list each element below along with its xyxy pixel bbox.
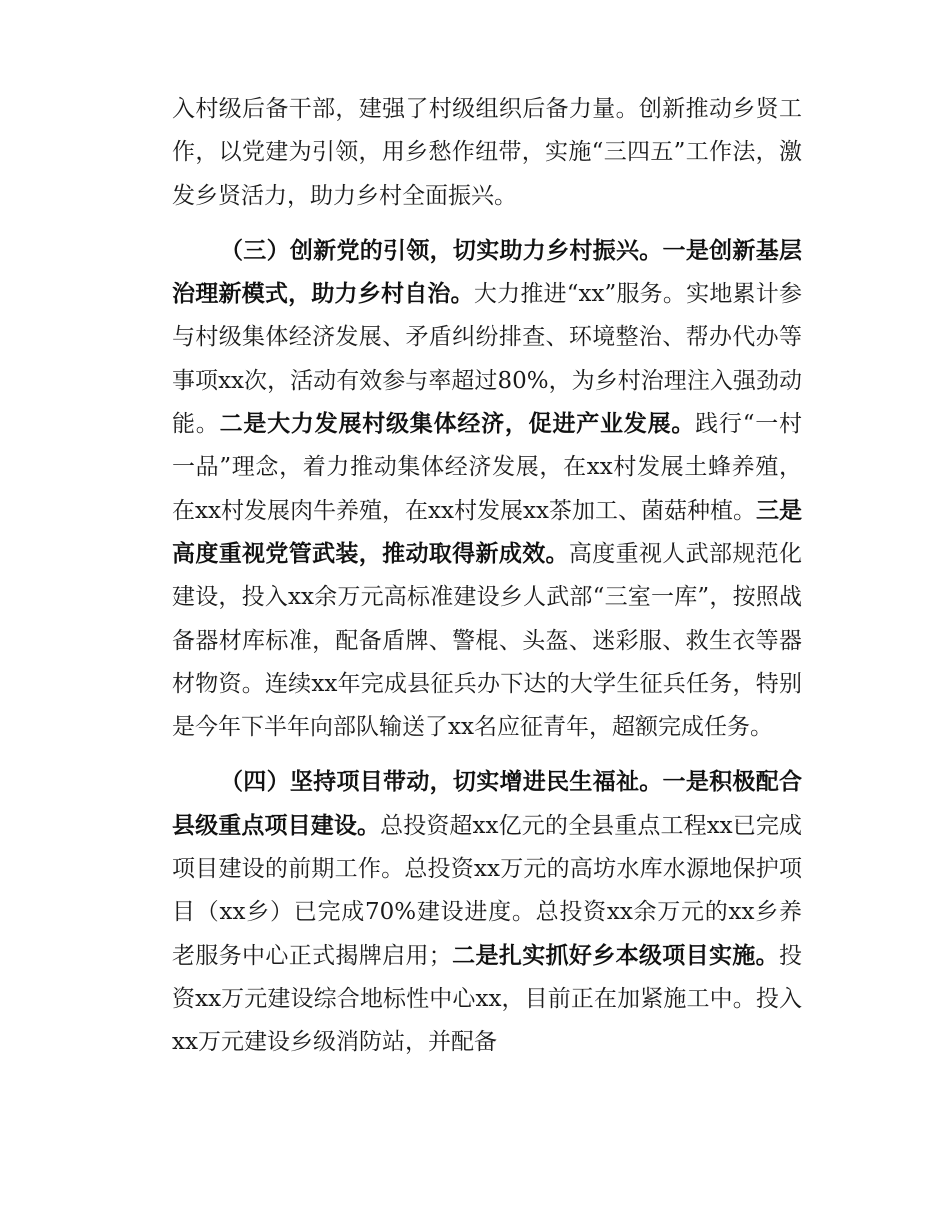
body-text: 高度重视人武部规范化建设，投入xx余万元高标准建设乡人武部“三室一库”，按照战备器材库标准，配备盾牌、警棍、头盔、迷彩服、救生衣等器材物资。连续xx年完成县征兵办下达的大学生征兵任务，特别是今年下半年向部队输送了xx名应征青年，超额完成任务。 bbox=[172, 540, 803, 741]
body-text: 入村级后备干部，建强了村级组织后备力量。创新推动乡贤工作，以党建为引领，用乡愁作纽带，实施“三四五”工作法，激发乡贤活力，助力乡村全面振兴。 bbox=[172, 96, 802, 209]
paragraph-section-4 bbox=[172, 761, 802, 1064]
body-text: 践行“一村一品”理念，着力推动集体经济发展，在xx村发展土蜂养殖，在xx村发展肉牛养殖，在xx村发展xx茶加工、菌菇种植。 bbox=[172, 411, 803, 524]
document-page bbox=[172, 88, 802, 1065]
body-text: 大力推进“xx”服务。实地累计参与村级集体经济发展、矛盾纠纷排查、环境整治、帮办代办等事项xx次，活动有效参与率超过80%，为乡村治理注入强劲动能。 bbox=[172, 281, 803, 438]
body-text: 投资xx万元建设综合地标性中心xx，目前正在加紧施工中。投入xx万元建设乡级消防站，并配备 bbox=[172, 942, 803, 1056]
section-heading: （四）坚持项目带动，切实增进民生福祉。一是积极配合县级重点项目建设。 bbox=[172, 769, 802, 839]
section-heading: （三）创新党的引领，切实助力乡村振兴。一是创新基层治理新模式，助力乡村自治。 bbox=[172, 237, 802, 308]
body-text: 总投资超xx亿元的全县重点工程xx已完成项目建设的前期工作。总投资xx万元的高坊水库水源地保护项目（xx乡）已完成70%建设进度。总投资xx余万元的xx乡养老服务中心正式揭牌启用； bbox=[172, 812, 802, 969]
paragraph-continuation bbox=[172, 88, 802, 218]
subpoint-heading: 二是扎实抓好乡本级项目实施。 bbox=[451, 942, 780, 969]
paragraph-section-3 bbox=[172, 230, 802, 750]
subpoint-heading: 二是大力发展村级集体经济，促进产业发展。 bbox=[219, 411, 696, 438]
subpoint-heading: 三是高度重视党管武装，推动取得新成效。 bbox=[172, 497, 803, 567]
